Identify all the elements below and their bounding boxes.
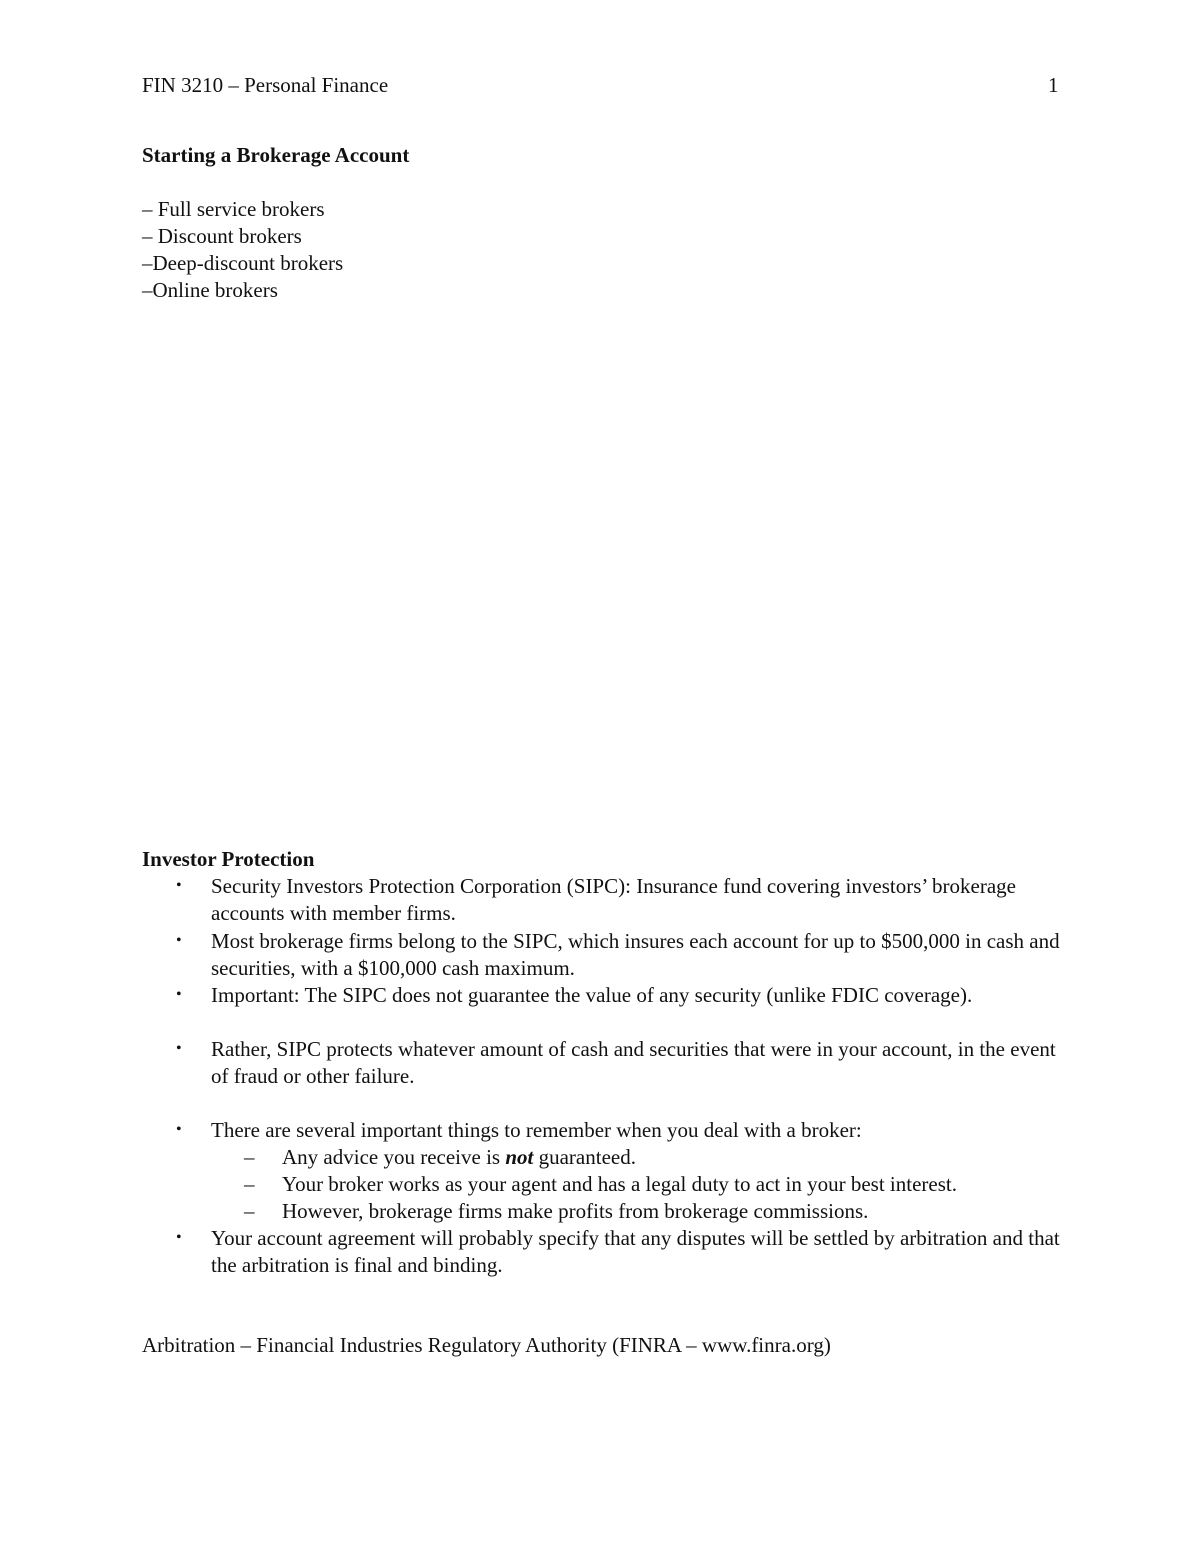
page-number: 1 (1048, 73, 1059, 97)
dash-icon: – (244, 1199, 255, 1223)
bullet-item-sipc-definition: Security Investors Protection Corporation (SIPC): Insurance fund covering investors’ brokerage accounts with member firms. (211, 874, 1016, 925)
bullet-item-broker-reminders: There are several important things to remember when you deal with a broker: (211, 1118, 862, 1142)
bullet-icon: • (176, 1040, 182, 1057)
bullet-icon: • (176, 1229, 182, 1246)
sub-item-commissions: However, brokerage firms make profits from brokerage commissions. (282, 1199, 869, 1223)
bullet-item-arbitration: Your account agreement will probably specify that any disputes will be settled by arbitration and that the arbitration is final and binding. (211, 1226, 1060, 1277)
bullet-item-sipc-protects: Rather, SIPC protects whatever amount of cash and securities that were in your account, in the event of fraud or other failure. (211, 1037, 1056, 1088)
sub-item-agent: Your broker works as your agent and has a legal duty to act in your best interest. (282, 1172, 957, 1196)
broker-type-item: –Deep-discount brokers (142, 251, 344, 275)
bullet-icon: • (176, 1121, 182, 1138)
bullet-icon: • (176, 986, 182, 1003)
emphasis-not: not (505, 1145, 534, 1169)
dash-icon: – (244, 1172, 255, 1196)
sub-item-advice-text: Any advice you receive is (282, 1145, 506, 1169)
sub-item-advice (282, 1144, 636, 1170)
broker-type-item: –Online brokers (142, 278, 278, 302)
section-heading-brokerage-account: Starting a Brokerage Account (142, 143, 410, 167)
bullet-icon: • (176, 877, 182, 894)
sub-item-advice-end: guaranteed. (533, 1145, 636, 1169)
broker-type-item: – Discount brokers (142, 224, 302, 248)
broker-type-item: – Full service brokers (142, 197, 325, 221)
dash-icon: – (244, 1145, 255, 1169)
section-heading-investor-protection: Investor Protection (142, 847, 315, 871)
header-course-title: FIN 3210 – Personal Finance (142, 73, 389, 97)
arbitration-footer: Arbitration – Financial Industries Regulatory Authority (FINRA – www.finra.org) (142, 1333, 831, 1357)
bullet-item-sipc-coverage: Most brokerage firms belong to the SIPC, which insures each account for up to $500,000 in cash and securities, with a $100,000 cash maximum. (211, 929, 1060, 980)
bullet-item-important-note: Important: The SIPC does not guarantee the value of any security (unlike FDIC coverage). (211, 983, 973, 1007)
bullet-icon: • (176, 932, 182, 949)
